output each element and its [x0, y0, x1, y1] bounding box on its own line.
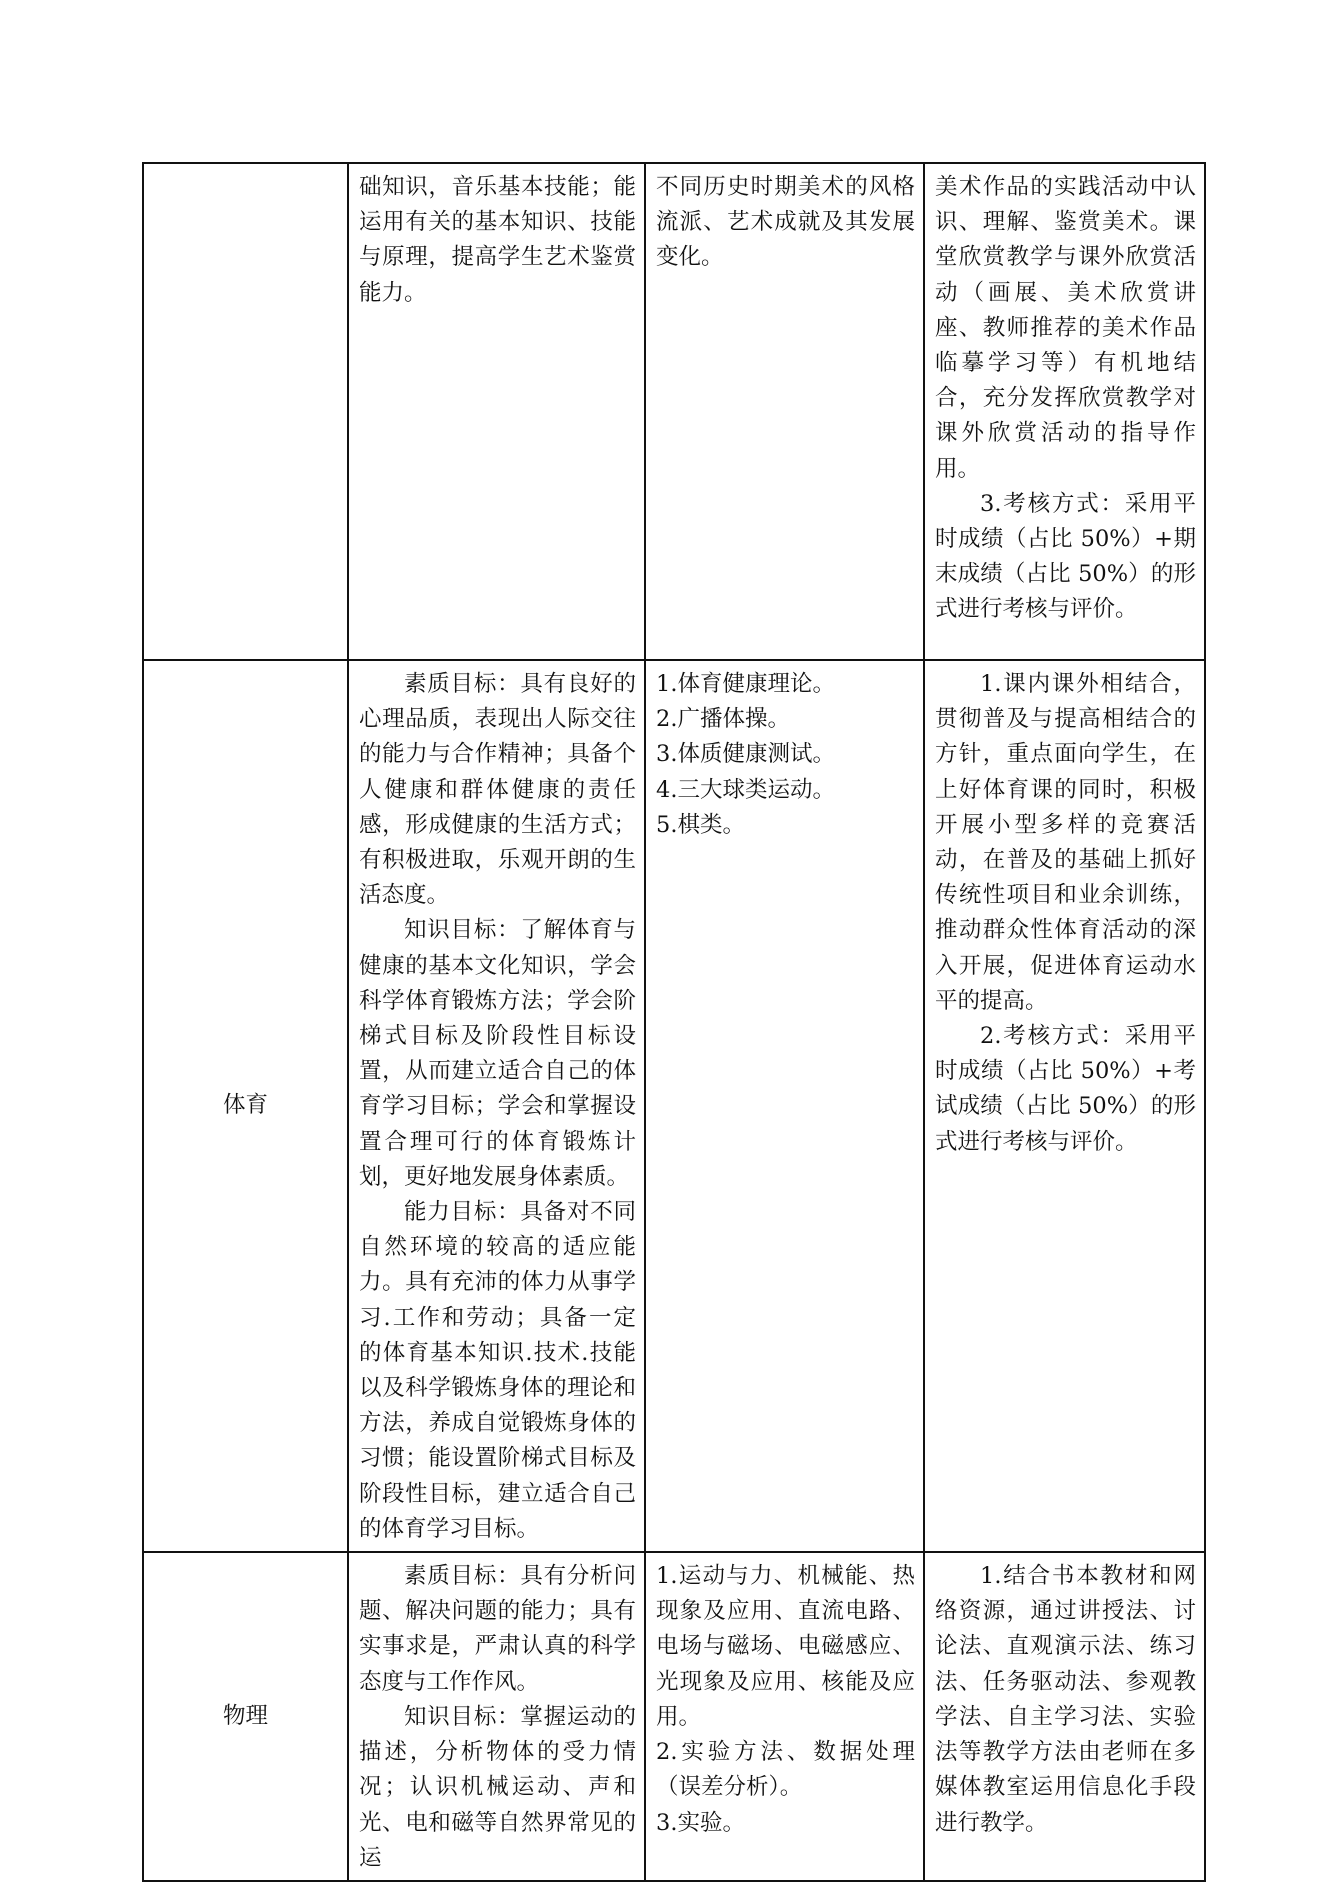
- methods-cell: [924, 1552, 1205, 1881]
- goal-paragraph: 素质目标：具有分析问题、解决问题的能力；具有实事求是，严肃认真的科学态度与工作作风。: [359, 1563, 636, 1695]
- content-item: 不同历史时期美术的风格流派、艺术成就及其发展变化。: [656, 174, 915, 271]
- content-cell: [645, 163, 924, 660]
- content-item: 3.体质健康测试。: [656, 741, 835, 768]
- method-paragraph: 2.考核方式：采用平时成绩（占比 50%）+考试成绩（占比 50%）的形式进行考核与评价。: [935, 1023, 1196, 1155]
- subject-name: 体育: [222, 1092, 268, 1119]
- goal-paragraph: 知识目标：掌握运动的描述，分析物体的受力情况；认识机械运动、声和光、电和磁等自然界常见的运: [359, 1703, 636, 1871]
- content-item: 5.棋类。: [656, 811, 745, 838]
- method-paragraph: 美术作品的实践活动中认识、理解、鉴赏美术。课堂欣赏教学与课外欣赏活动（画展、美术欣赏讲座、教师推荐的美术作品临摹学习等）有机地结合，充分发挥欣赏教学对课外欣赏活动的指导作用。: [935, 174, 1196, 482]
- methods-cell: [924, 660, 1205, 1552]
- content-item: 2.广播体操。: [656, 706, 790, 733]
- goals-cell: [348, 163, 645, 660]
- content-cell: [645, 660, 924, 1552]
- method-paragraph: 1.结合书本教材和网络资源，通过讲授法、讨论法、直观演示法、练习法、任务驱动法、参观教学法、自主学习法、实验法等教学方法由老师在多媒体教室运用信息化手段进行教学。: [935, 1563, 1196, 1836]
- subject-cell: [143, 1552, 348, 1881]
- content-item: 3.实验。: [656, 1809, 745, 1836]
- table-row-art-continued: [143, 163, 1205, 660]
- content-item: 1.运动与力、机械能、热现象及应用、直流电路、电场与磁场、电磁感应、光现象及应用、核能及应用。: [656, 1563, 915, 1730]
- subject-name: 物理: [222, 1702, 268, 1729]
- goals-cell: [348, 1552, 645, 1881]
- method-paragraph: 3.考核方式：采用平时成绩（占比 50%）+期末成绩（占比 50%）的形式进行考核与评价。: [935, 490, 1196, 623]
- method-paragraph: 1.课内课外相结合，贯彻普及与提高相结合的方针，重点面向学生，在上好体育课的同时，积极开展小型多样的竞赛活动，在普及的基础上抓好传统性项目和业余训练，推动群众性体育活动的深入开展，促进体育运动水平的提高。: [935, 671, 1196, 1014]
- goal-paragraph: 知识目标：了解体育与健康的基本文化知识，学会科学体育锻炼方法；学会阶梯式目标及阶段性目标设置，从而建立适合自己的体育学习目标；学会和掌握设置合理可行的体育锻炼计划，更好地发展身体素质。: [359, 917, 636, 1190]
- content-item: 2.实验方法、数据处理（误差分析）。: [656, 1739, 915, 1801]
- table-row-physics: [143, 1552, 1205, 1881]
- subject-cell: [143, 163, 348, 660]
- goal-paragraph: 能力目标：具备对不同自然环境的较高的适应能力。具有充沛的体力从事学习.工作和劳动；具备一定的体育基本知识.技术.技能以及科学锻炼身体的理论和方法，养成自觉锻炼身体的习惯；能设置阶梯式目标及阶段性目标，建立适合自己的体育学习目标。: [359, 1199, 636, 1542]
- goal-paragraph: 素质目标：具有良好的心理品质，表现出人际交往的能力与合作精神；具备个人健康和群体健康的责任感，形成健康的生活方式；有积极进取，乐观开朗的生活态度。: [359, 671, 636, 909]
- goal-paragraph: 础知识，音乐基本技能；能运用有关的基本知识、技能与原理，提高学生艺术鉴赏能力。: [359, 174, 636, 306]
- goals-cell: [348, 660, 645, 1552]
- table-row-pe: [143, 660, 1205, 1552]
- methods-cell: [924, 163, 1205, 660]
- content-item: 1.体育健康理论。: [656, 671, 835, 697]
- subject-cell: [143, 660, 348, 1552]
- curriculum-table: [142, 162, 1206, 1882]
- content-item: 4.三大球类运动。: [656, 776, 835, 803]
- content-cell: [645, 1552, 924, 1881]
